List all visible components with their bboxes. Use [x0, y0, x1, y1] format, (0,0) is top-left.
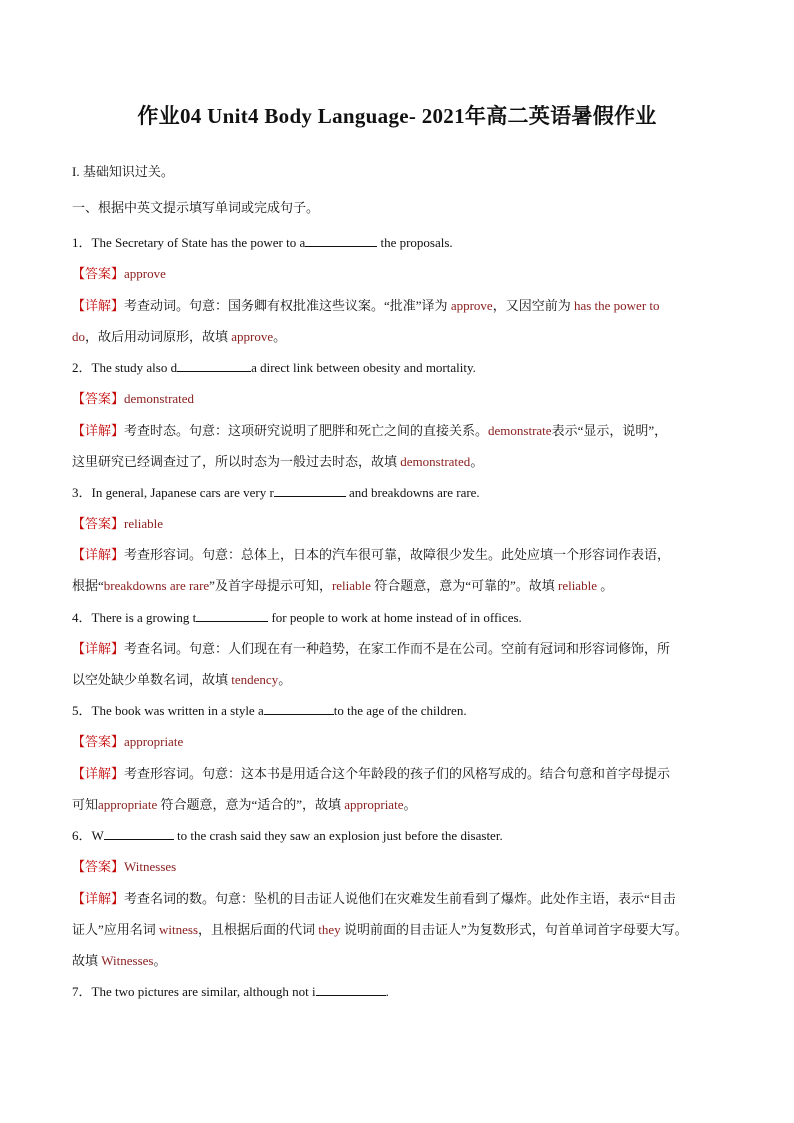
question-text: In general, Japanese cars are very r [91, 485, 274, 500]
explanation-2-line-1 [72, 422, 732, 440]
explain-text: 这里研究已经调查过了，所以时态为一般过去时态，故填 [72, 454, 398, 469]
answer-3 [72, 515, 732, 533]
answer-5 [72, 733, 732, 751]
subsection-heading: 一、根据中英文提示填写单词或完成句子。 [72, 200, 320, 215]
explain-text: 符合题意，意为“适合的”，故填 [157, 797, 342, 812]
explain-text: ，又因空前为 [492, 298, 571, 313]
explain-term: has the power to [570, 298, 660, 313]
explain-text: 证人”应用名词 [72, 922, 156, 937]
question-4 [72, 609, 732, 627]
question-number: 3． [72, 485, 92, 500]
section-heading: I. 基础知识过关。 [72, 164, 174, 179]
explain-term: they [315, 922, 341, 937]
explain-text: 考查时态。句意：这项研究说明了肥胖和死亡之间的直接关系。 [124, 423, 489, 438]
explanation-4-line-2 [72, 671, 732, 689]
question-number: 6． [72, 828, 92, 843]
question-text-end: for people to work at home instead of in offices. [268, 610, 522, 625]
explain-term: Witnesses [98, 953, 154, 968]
explain-term: appropriate [341, 797, 404, 812]
explain-label: 【详解】 [72, 891, 125, 906]
explain-text: 。 [278, 672, 292, 687]
explain-term: demonstrated [397, 454, 471, 469]
explain-text: 以空处缺少单数名词，故填 [72, 672, 229, 687]
explain-text: 故填 [72, 953, 99, 968]
explain-text: ”及首字母提示可知， [209, 578, 332, 593]
explain-text: 。 [596, 578, 614, 593]
question-text: The two pictures are similar, although not i [91, 984, 316, 999]
answer-value: reliable [124, 516, 163, 531]
question-1 [72, 234, 732, 252]
explanation-3-line-1 [72, 546, 732, 564]
explain-label: 【详解】 [72, 423, 125, 438]
explain-term: reliable [554, 578, 597, 593]
answer-blank [274, 485, 346, 497]
question-7 [72, 983, 732, 1001]
explain-term: breakdowns are rare [103, 578, 210, 593]
explain-text: 表示“显示，说明”， [551, 423, 668, 438]
explain-label: 【详解】 [72, 298, 125, 313]
explain-label: 【详解】 [72, 641, 125, 656]
explanation-1-line-2 [72, 328, 732, 346]
explain-term: tendency [228, 672, 279, 687]
question-text: W [91, 828, 104, 843]
explain-term: approve [447, 298, 493, 313]
explain-text: 。 [470, 454, 484, 469]
explanation-6-line-2 [72, 921, 732, 939]
explain-text: 考查形容词。句意：总体上，日本的汽车很可靠，故障很少发生。此处应填一个形容词作表语， [124, 547, 671, 562]
answer-value: Witnesses [124, 859, 177, 874]
explanation-3-line-2 [72, 577, 732, 595]
answer-label: 【答案】 [72, 734, 125, 749]
question-number: 4． [72, 610, 92, 625]
answer-label: 【答案】 [72, 859, 125, 874]
explain-text: 。 [273, 329, 287, 344]
question-6 [72, 827, 732, 845]
explain-label: 【详解】 [72, 766, 125, 781]
answer-label: 【答案】 [72, 516, 125, 531]
question-number: 5． [72, 703, 92, 718]
explanation-5-line-2 [72, 796, 732, 814]
explain-text: 符合题意，意为“可靠的”。故填 [370, 578, 555, 593]
explain-text: 。 [403, 797, 417, 812]
question-text: The Secretary of State has the power to a [91, 235, 306, 250]
explain-text: 考查名词的数。句意：坠机的目击证人说他们在灾难发生前看到了爆炸。此处作主语，表示“目击 [124, 891, 676, 906]
explain-text: ，且根据后面的代词 [198, 922, 316, 937]
answer-value: demonstrated [124, 391, 195, 406]
answer-2 [72, 390, 732, 408]
question-text: There is a growing t [91, 610, 197, 625]
explanation-4-line-1 [72, 640, 732, 658]
question-text: The book was written in a style a [91, 703, 264, 718]
explain-term: demonstrate [488, 423, 552, 438]
question-text: The study also d [91, 360, 178, 375]
answer-blank [264, 703, 334, 715]
question-text-end: to the age of the children. [333, 703, 467, 718]
explain-label: 【详解】 [72, 547, 125, 562]
explain-text: 考查名词。句意：人们现在有一种趋势，在家工作而不是在公司。空前有冠词和形容词修饰，所 [124, 641, 671, 656]
answer-6 [72, 858, 732, 876]
explanation-2-line-2 [72, 453, 732, 471]
question-text-end: to the crash said they saw an explosion just before the disaster. [173, 828, 503, 843]
question-text-end: and breakdowns are rare. [345, 485, 480, 500]
explanation-6-line-1 [72, 890, 732, 908]
explanation-5-line-1 [72, 765, 732, 783]
explain-text: 说明前面的目击证人”为复数形式，句首单词首字母要大写。 [340, 922, 688, 937]
question-2 [72, 359, 732, 377]
explain-text: 考查动词。句意：国务卿有权批准这些议案。“批准”译为 [124, 298, 448, 313]
answer-blank [305, 235, 377, 247]
explanation-1-line-1 [72, 297, 732, 315]
question-text-end: . [385, 984, 389, 999]
answer-value: approve [124, 266, 166, 281]
answer-value: appropriate [124, 734, 184, 749]
explain-text: 可知 [72, 797, 99, 812]
explain-term: reliable [331, 578, 371, 593]
explain-term: appropriate [98, 797, 158, 812]
answer-blank [177, 360, 251, 372]
explain-term: approve [228, 329, 274, 344]
answer-blank [196, 610, 268, 622]
explanation-6-line-3 [72, 952, 732, 970]
question-number: 1． [72, 235, 92, 250]
answer-label: 【答案】 [72, 266, 125, 281]
answer-blank [316, 984, 386, 996]
answer-label: 【答案】 [72, 391, 125, 406]
explain-text: 根据“ [72, 578, 104, 593]
question-number: 7． [72, 984, 92, 999]
question-5 [72, 702, 732, 720]
question-text-end: a direct link between obesity and mortality. [251, 360, 476, 375]
explain-term: do [72, 329, 85, 344]
explain-text: 考查形容词。句意：这本书是用适合这个年龄段的孩子们的风格写成的。结合句意和首字母提示 [124, 766, 671, 781]
question-number: 2． [72, 360, 92, 375]
question-3 [72, 484, 732, 502]
explain-text: ，故后用动词原形，故填 [85, 329, 229, 344]
question-text-end: the proposals. [377, 235, 453, 250]
explain-term: witness [155, 922, 199, 937]
answer-blank [104, 828, 174, 840]
page-title: 作业04 Unit4 Body Language- 2021年高二英语暑假作业 [137, 104, 657, 128]
answer-1 [72, 265, 732, 283]
explain-text: 。 [153, 953, 167, 968]
